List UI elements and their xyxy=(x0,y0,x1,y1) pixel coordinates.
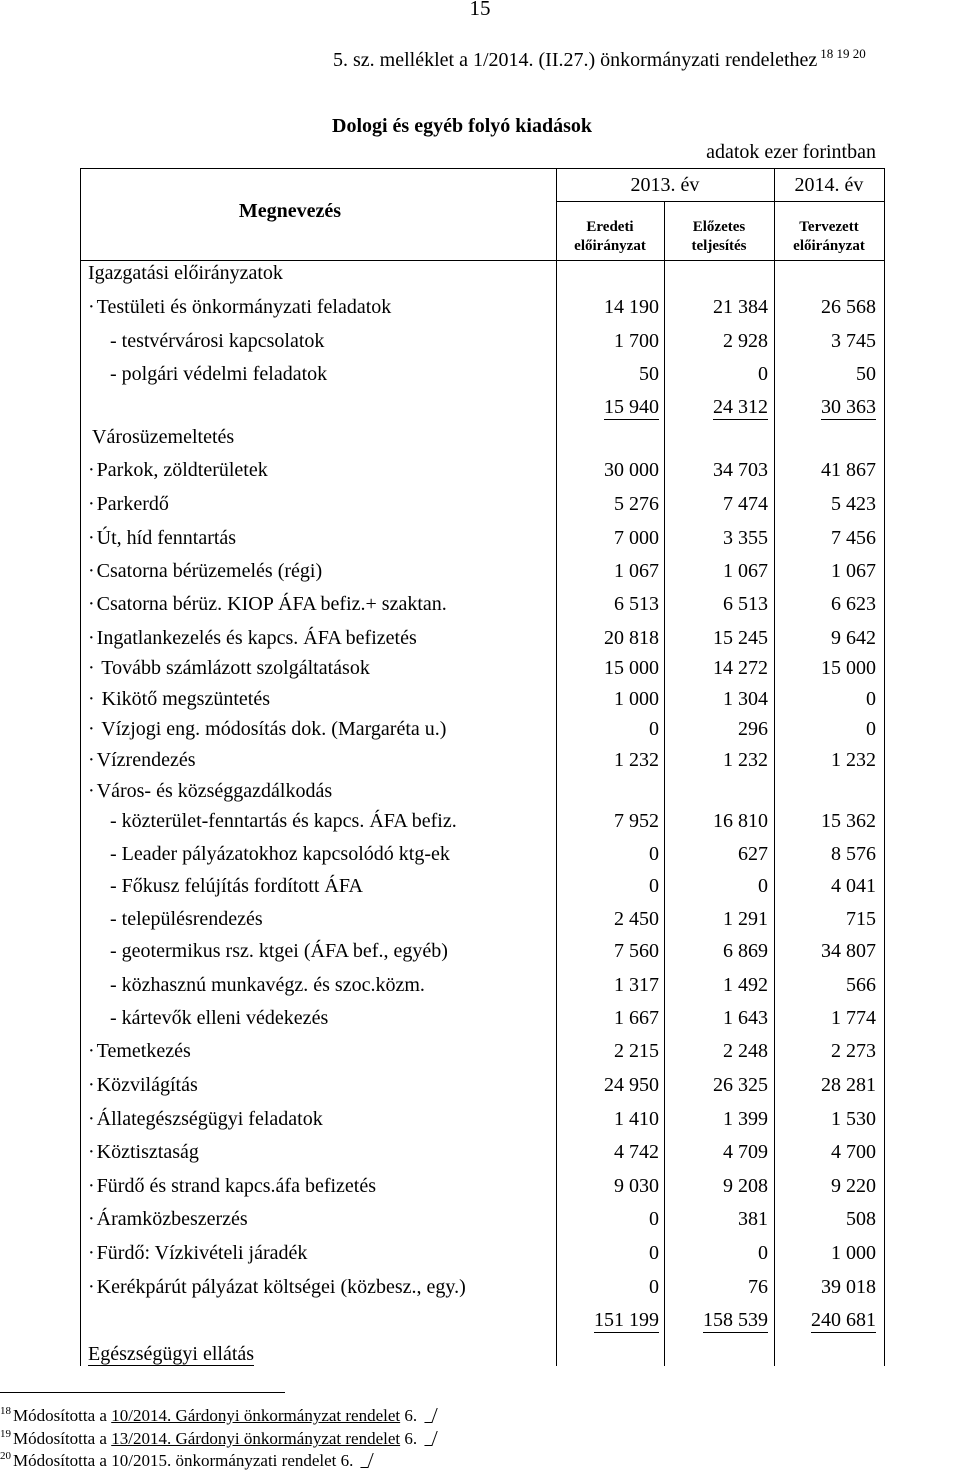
cell-value: 4 709 xyxy=(723,1141,768,1163)
cell-value: 7 000 xyxy=(614,527,659,549)
footnote-number: 19 xyxy=(0,1428,11,1440)
preliminary-cell xyxy=(668,875,768,898)
cell-value: 508 xyxy=(846,1208,876,1230)
preliminary-cell xyxy=(668,749,768,772)
table-row xyxy=(0,1074,960,1106)
table-row xyxy=(0,875,960,907)
cell-value: 1 000 xyxy=(831,1242,876,1264)
row-label: · Vízjogi eng. módosítás dok. (Margaréta u.) xyxy=(88,718,446,741)
table-row xyxy=(0,1276,960,1308)
table-row xyxy=(0,688,960,720)
cell-value: 1 067 xyxy=(614,560,659,582)
table-row xyxy=(0,1108,960,1140)
cell-value: 0 xyxy=(649,875,659,897)
cell-value: 1 774 xyxy=(831,1007,876,1029)
footnote-text: Módosította a xyxy=(13,1429,112,1448)
table-row xyxy=(0,940,960,972)
planned-cell xyxy=(776,330,876,353)
original-budget-cell xyxy=(559,1276,659,1299)
cell-value: 158 539 xyxy=(703,1309,768,1331)
planned-cell xyxy=(776,1040,876,1063)
row-label: · Fürdő: Vízkivételi járadék xyxy=(88,1242,307,1265)
preliminary-cell xyxy=(668,560,768,583)
planned-cell xyxy=(776,1276,876,1299)
cell-value: 30 363 xyxy=(821,396,876,418)
row-label: · Áramközbeszerzés xyxy=(88,1208,248,1231)
original-budget-cell xyxy=(559,627,659,650)
footnote xyxy=(0,1450,371,1471)
planned-cell xyxy=(776,560,876,583)
row-label: · Ingatlankezelés és kapcs. ÁFA befizetés xyxy=(88,627,417,650)
row-label: · Csatorna bérüzemelés (régi) xyxy=(88,560,322,583)
planned-cell xyxy=(776,363,876,386)
preliminary-cell xyxy=(668,627,768,650)
row-label: · Kikötő megszüntetés xyxy=(88,688,270,711)
original-budget-cell xyxy=(559,527,659,550)
original-budget-cell xyxy=(559,1242,659,1265)
unit-note: adatok ezer forintban xyxy=(706,141,876,163)
footnote-number: 20 xyxy=(0,1450,11,1462)
original-budget-cell xyxy=(559,459,659,482)
original-budget-cell xyxy=(559,363,659,386)
preliminary-cell xyxy=(668,1242,768,1265)
row-label: - kártevők elleni védekezés xyxy=(110,1007,329,1029)
footnote-link[interactable]: 13/2014. Gárdonyi önkormányzat rendelet xyxy=(111,1429,401,1448)
cell-value: 30 000 xyxy=(604,459,659,481)
planned-cell xyxy=(776,1175,876,1198)
cell-value: 2 273 xyxy=(831,1040,876,1062)
preliminary-cell xyxy=(668,527,768,550)
table-row xyxy=(0,1040,960,1072)
cell-value: 566 xyxy=(846,974,876,996)
row-label: · Közvilágítás xyxy=(88,1074,198,1097)
row-label: · Csatorna bérüz. KIOP ÁFA befiz.+ szaktan. xyxy=(88,593,447,616)
cell-value: 627 xyxy=(738,843,768,865)
cell-value: 9 030 xyxy=(614,1175,659,1197)
original-budget-cell xyxy=(559,843,659,866)
footnote-suffix: 6. xyxy=(400,1429,418,1448)
preliminary-cell xyxy=(668,1141,768,1164)
row-label: - Leader pályázatokhoz kapcsolódó ktg-ek xyxy=(110,843,450,865)
header-planned-budget: Tervezett előirányzat xyxy=(793,219,865,254)
cell-value: 1 492 xyxy=(723,974,768,996)
original-budget-cell xyxy=(559,718,659,741)
original-budget-cell xyxy=(559,1040,659,1063)
footnote xyxy=(0,1428,435,1449)
preliminary-cell xyxy=(668,810,768,833)
table-row xyxy=(0,810,960,842)
original-budget-cell xyxy=(559,1007,659,1030)
original-budget-cell xyxy=(559,875,659,898)
footnote xyxy=(0,1405,435,1426)
cell-value: 296 xyxy=(738,718,768,740)
cell-value: 1 667 xyxy=(614,1007,659,1029)
header-year-2014: 2014. év xyxy=(794,174,864,196)
return-arrow-icon[interactable] xyxy=(361,1453,374,1468)
cell-value: 2 248 xyxy=(723,1040,768,1062)
annex-heading xyxy=(333,46,866,72)
cell-value: 2 928 xyxy=(723,330,768,352)
row-label: · Város- és községgazdálkodás xyxy=(88,780,332,803)
cell-value: 5 423 xyxy=(831,493,876,515)
row-label: · Állategészségügyi feladatok xyxy=(88,1108,323,1131)
cell-value: 1 317 xyxy=(614,974,659,996)
table-row xyxy=(0,1242,960,1274)
cell-value: 0 xyxy=(649,1242,659,1264)
cell-value: 715 xyxy=(846,908,876,930)
cell-value: 34 807 xyxy=(821,940,876,962)
cell-value: 9 220 xyxy=(831,1175,876,1197)
cell-value: 2 450 xyxy=(614,908,659,930)
cell-value: 1 700 xyxy=(614,330,659,352)
original-budget-cell xyxy=(559,688,659,711)
row-label: Igazgatási előirányzatok xyxy=(88,262,283,284)
planned-cell xyxy=(776,1242,876,1265)
table-row xyxy=(0,1141,960,1173)
section-row xyxy=(0,426,960,458)
preliminary-cell xyxy=(668,1108,768,1131)
cell-value: 240 681 xyxy=(811,1309,876,1331)
table-row xyxy=(0,493,960,525)
row-label: · Fürdő és strand kapcs.áfa befizetés xyxy=(88,1175,376,1198)
planned-cell xyxy=(776,493,876,516)
preliminary-cell xyxy=(668,593,768,616)
cell-value: 0 xyxy=(758,875,768,897)
cell-value: 4 742 xyxy=(614,1141,659,1163)
table-row xyxy=(0,560,960,592)
cell-value: 0 xyxy=(866,718,876,740)
cell-value: 28 281 xyxy=(821,1074,876,1096)
annex-footnote-refs[interactable]: 18 19 20 xyxy=(820,46,866,61)
original-budget-cell xyxy=(559,296,659,319)
original-budget-cell xyxy=(559,749,659,772)
original-budget-cell xyxy=(559,1108,659,1131)
preliminary-cell xyxy=(668,396,768,419)
planned-cell xyxy=(776,527,876,550)
section-row xyxy=(0,262,960,294)
original-budget-cell xyxy=(559,810,659,833)
table-row xyxy=(0,593,960,625)
cell-value: 21 384 xyxy=(713,296,768,318)
cell-value: 16 810 xyxy=(713,810,768,832)
table-row xyxy=(0,780,960,812)
row-label: · Temetkezés xyxy=(88,1040,191,1063)
planned-cell xyxy=(776,688,876,711)
row-label: Városüzemeltetés xyxy=(92,426,235,448)
cell-value: 0 xyxy=(649,718,659,740)
original-budget-cell xyxy=(559,908,659,931)
row-label: - közhasznú munkavégz. és szoc.közm. xyxy=(110,974,425,996)
original-budget-cell xyxy=(559,593,659,616)
planned-cell xyxy=(776,940,876,963)
original-budget-cell xyxy=(559,1175,659,1198)
cell-value: 34 703 xyxy=(713,459,768,481)
original-budget-cell xyxy=(559,940,659,963)
cell-value: 26 325 xyxy=(713,1074,768,1096)
cell-value: 1 643 xyxy=(723,1007,768,1029)
header-name: Megnevezés xyxy=(238,200,342,222)
planned-cell xyxy=(776,1074,876,1097)
cell-value: 50 xyxy=(639,363,659,385)
cell-value: 14 272 xyxy=(713,657,768,679)
cell-value: 24 950 xyxy=(604,1074,659,1096)
row-label: - geotermikus rsz. ktgei (ÁFA bef., egyéb) xyxy=(110,940,448,962)
subtotal-row xyxy=(0,1309,960,1341)
row-label: · Vízrendezés xyxy=(88,749,196,772)
cell-value: 6 513 xyxy=(614,593,659,615)
cell-value: 4 041 xyxy=(831,875,876,897)
subtotal-row xyxy=(0,396,960,428)
footnote-suffix: 6. xyxy=(400,1406,418,1425)
planned-cell xyxy=(776,396,876,419)
cell-value: 1 304 xyxy=(723,688,768,710)
cell-value: 15 000 xyxy=(604,657,659,679)
planned-cell xyxy=(776,296,876,319)
cell-value: 8 576 xyxy=(831,843,876,865)
row-label: · Köztisztaság xyxy=(88,1141,199,1164)
original-budget-cell xyxy=(559,396,659,419)
annex-text: 5. sz. melléklet a 1/2014. (II.27.) önkormányzati rendelethez xyxy=(333,49,818,71)
cell-value: 1 067 xyxy=(723,560,768,582)
cell-value: 26 568 xyxy=(821,296,876,318)
planned-cell xyxy=(776,459,876,482)
cell-value: 1 530 xyxy=(831,1108,876,1130)
preliminary-cell xyxy=(668,330,768,353)
table-row xyxy=(0,296,960,328)
cell-value: 0 xyxy=(758,363,768,385)
preliminary-cell xyxy=(668,363,768,386)
section-row xyxy=(0,1343,960,1375)
planned-cell xyxy=(776,810,876,833)
original-budget-cell xyxy=(559,1074,659,1097)
row-label: - Főkusz felújítás fordított ÁFA xyxy=(110,875,363,897)
table-row xyxy=(0,330,960,362)
cell-value: 2 215 xyxy=(614,1040,659,1062)
cell-value: 7 952 xyxy=(614,810,659,832)
cell-value: 0 xyxy=(649,1276,659,1298)
cell-value: 381 xyxy=(738,1208,768,1230)
preliminary-cell xyxy=(668,657,768,680)
preliminary-cell xyxy=(668,493,768,516)
cell-value: 1 399 xyxy=(723,1108,768,1130)
cell-value: 20 818 xyxy=(604,627,659,649)
page-number: 15 xyxy=(469,0,491,20)
footnote-number: 18 xyxy=(0,1405,11,1417)
preliminary-cell xyxy=(668,688,768,711)
footnote-rule xyxy=(0,1392,285,1393)
preliminary-cell xyxy=(668,718,768,741)
preliminary-cell xyxy=(668,940,768,963)
cell-value: 1 000 xyxy=(614,688,659,710)
cell-value: 0 xyxy=(649,1208,659,1230)
cell-value: 24 312 xyxy=(713,396,768,418)
cell-value: 0 xyxy=(649,843,659,865)
cell-value: 3 355 xyxy=(723,527,768,549)
row-label: · Parkerdő xyxy=(88,493,169,516)
cell-value: 9 208 xyxy=(723,1175,768,1197)
row-label: · Tovább számlázott szolgáltatások xyxy=(88,657,370,680)
cell-value: 3 745 xyxy=(831,330,876,352)
cell-value: 1 232 xyxy=(614,749,659,771)
cell-value: 151 199 xyxy=(594,1309,659,1331)
preliminary-cell xyxy=(668,1175,768,1198)
header-original-budget: Eredeti előirányzat xyxy=(574,219,646,254)
table-row xyxy=(0,527,960,559)
table-row xyxy=(0,459,960,491)
cell-value: 5 276 xyxy=(614,493,659,515)
preliminary-cell xyxy=(668,459,768,482)
cell-value: 1 291 xyxy=(723,908,768,930)
footnote-text: Módosította a 10/2015. önkormányzati rendelet 6. xyxy=(13,1451,354,1470)
preliminary-cell xyxy=(668,1208,768,1231)
original-budget-cell xyxy=(559,330,659,353)
preliminary-cell xyxy=(668,1309,768,1332)
original-budget-cell xyxy=(559,493,659,516)
planned-cell xyxy=(776,718,876,741)
cell-value: 14 190 xyxy=(604,296,659,318)
preliminary-cell xyxy=(668,908,768,931)
original-budget-cell xyxy=(559,974,659,997)
cell-value: 4 700 xyxy=(831,1141,876,1163)
planned-cell xyxy=(776,749,876,772)
footnote-text: Módosította a xyxy=(13,1406,112,1425)
row-label: - testvérvárosi kapcsolatok xyxy=(110,330,325,352)
row-label: · Parkok, zöldterületek xyxy=(88,459,268,482)
cell-value: 7 456 xyxy=(831,527,876,549)
planned-cell xyxy=(776,1208,876,1231)
table-row xyxy=(0,718,960,750)
cell-value: 6 623 xyxy=(831,593,876,615)
cell-value: 0 xyxy=(758,1242,768,1264)
preliminary-cell xyxy=(668,1040,768,1063)
table-row xyxy=(0,908,960,940)
planned-cell xyxy=(776,593,876,616)
planned-cell xyxy=(776,908,876,931)
table-row xyxy=(0,627,960,659)
cell-value: 15 362 xyxy=(821,810,876,832)
page-title: Dologi és egyéb folyó kiadások xyxy=(332,115,593,137)
preliminary-cell xyxy=(668,1276,768,1299)
cell-value: 39 018 xyxy=(821,1276,876,1298)
cell-value: 50 xyxy=(856,363,876,385)
row-label: - településrendezés xyxy=(110,908,263,930)
cell-value: 15 000 xyxy=(821,657,876,679)
footnote-link[interactable]: 10/2014. Gárdonyi önkormányzat rendelet xyxy=(111,1406,401,1425)
row-label: - polgári védelmi feladatok xyxy=(110,363,328,385)
planned-cell xyxy=(776,1309,876,1332)
cell-value: 9 642 xyxy=(831,627,876,649)
planned-cell xyxy=(776,974,876,997)
table-row xyxy=(0,1208,960,1240)
row-label xyxy=(88,1343,254,1366)
header-preliminary-performance: Előzetes teljesítés xyxy=(691,219,747,254)
cell-value: 15 245 xyxy=(713,627,768,649)
return-arrow-icon[interactable] xyxy=(424,1431,437,1446)
return-arrow-icon[interactable] xyxy=(424,1408,437,1423)
row-label-text: Egészségügyi ellátás xyxy=(88,1343,255,1365)
planned-cell xyxy=(776,1141,876,1164)
table-row xyxy=(0,657,960,689)
preliminary-cell xyxy=(668,1007,768,1030)
table-row xyxy=(0,363,960,395)
cell-value: 1 410 xyxy=(614,1108,659,1130)
planned-cell xyxy=(776,657,876,680)
cell-value: 1 232 xyxy=(723,749,768,771)
preliminary-cell xyxy=(668,843,768,866)
original-budget-cell xyxy=(559,657,659,680)
cell-value: 76 xyxy=(748,1276,768,1298)
cell-value: 7 560 xyxy=(614,940,659,962)
cell-value: 1 067 xyxy=(831,560,876,582)
cell-value: 6 869 xyxy=(723,940,768,962)
table-row xyxy=(0,749,960,781)
table-row xyxy=(0,843,960,875)
cell-value: 6 513 xyxy=(723,593,768,615)
original-budget-cell xyxy=(559,1141,659,1164)
cell-value: 41 867 xyxy=(821,459,876,481)
preliminary-cell xyxy=(668,974,768,997)
row-label: · Út, híd fenntartás xyxy=(88,527,236,550)
preliminary-cell xyxy=(668,1074,768,1097)
table-row xyxy=(0,974,960,1006)
table-row xyxy=(0,1175,960,1207)
row-label: - közterület-fenntartás és kapcs. ÁFA befiz. xyxy=(110,810,457,832)
table-row xyxy=(0,1007,960,1039)
cell-value: 0 xyxy=(866,688,876,710)
cell-value: 1 232 xyxy=(831,749,876,771)
planned-cell xyxy=(776,843,876,866)
planned-cell xyxy=(776,1108,876,1131)
row-label: · Testületi és önkormányzati feladatok xyxy=(88,296,391,319)
planned-cell xyxy=(776,627,876,650)
preliminary-cell xyxy=(668,296,768,319)
planned-cell xyxy=(776,875,876,898)
cell-value: 7 474 xyxy=(723,493,768,515)
header-year-2013: 2013. év xyxy=(630,174,700,196)
original-budget-cell xyxy=(559,1309,659,1332)
original-budget-cell xyxy=(559,1208,659,1231)
row-label: · Kerékpárút pályázat költségei (közbesz., egy.) xyxy=(88,1276,466,1299)
planned-cell xyxy=(776,1007,876,1030)
cell-value: 15 940 xyxy=(604,396,659,418)
original-budget-cell xyxy=(559,560,659,583)
